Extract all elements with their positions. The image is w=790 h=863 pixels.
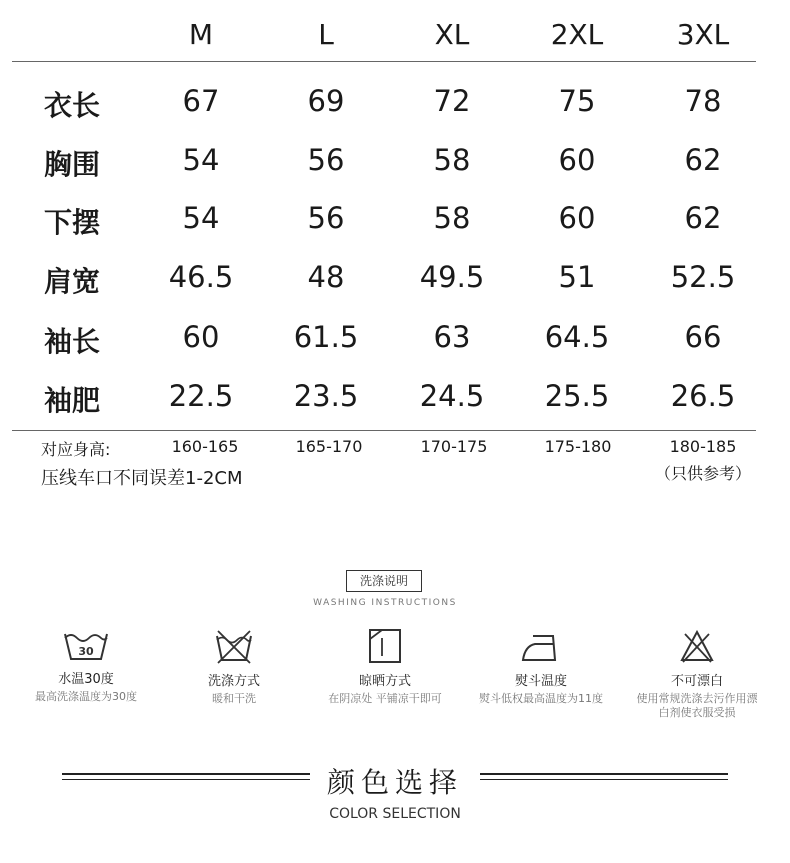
- height-value: 175-180: [544, 437, 612, 456]
- wash-item-desc: 熨斗低权最高温度为11度: [479, 692, 603, 705]
- wash-item-title: 水温30度: [58, 672, 114, 687]
- wash-temp-text: 30: [78, 645, 94, 658]
- row-sleeve-width: [0, 379, 790, 429]
- size-3xl: 3XL: [676, 18, 730, 51]
- wash-item-method: [164, 628, 304, 706]
- height-value: 180-185: [669, 437, 737, 456]
- header-divider: [12, 61, 756, 62]
- cell: 75: [558, 84, 596, 118]
- cell: 22.5: [168, 379, 234, 413]
- cell: 64.5: [544, 320, 610, 354]
- no-bleach-icon: [679, 628, 715, 664]
- height-row: [0, 437, 790, 459]
- cell: 58: [433, 201, 471, 235]
- color-selection-subtitle: COLOR SELECTION: [329, 806, 461, 822]
- cell: 56: [307, 143, 345, 177]
- left-decor-lines: [62, 773, 310, 787]
- washing-subtitle: WASHING INSTRUCTIONS: [313, 598, 457, 608]
- cell: 46.5: [168, 260, 234, 294]
- cell: 24.5: [419, 379, 485, 413]
- row-hem: [0, 201, 790, 251]
- wash-item-desc: 在阴凉处 平铺凉干即可: [328, 692, 442, 705]
- cell: 63: [433, 320, 471, 354]
- cell: 72: [433, 84, 471, 118]
- cell: 61.5: [293, 320, 359, 354]
- cell: 54: [182, 201, 220, 235]
- size-header: [0, 18, 790, 58]
- row-label: 衣长: [44, 89, 101, 122]
- size-m: M: [188, 18, 214, 51]
- cell: 66: [684, 320, 722, 354]
- wash-item-title: 晾晒方式: [358, 674, 411, 689]
- iron-icon: [521, 628, 561, 664]
- cell: 67: [182, 84, 220, 118]
- cell: 25.5: [544, 379, 610, 413]
- size-l: L: [318, 18, 334, 51]
- wash-item-title: 熨斗温度: [514, 674, 567, 689]
- cell: 60: [558, 143, 596, 177]
- wash-30-icon: [62, 628, 110, 662]
- wash-item-desc: 使用常规洗涤去污作用漂白剂使衣服受损: [636, 692, 758, 719]
- height-value: 170-175: [420, 437, 488, 456]
- row-label: 袖长: [44, 325, 101, 358]
- no-machine-wash-icon: [214, 628, 254, 664]
- color-selection-title: 颜色选择: [326, 766, 463, 799]
- shade-dry-icon: [368, 628, 402, 664]
- size-xl: XL: [434, 18, 470, 51]
- wash-item-bleach: [627, 628, 767, 720]
- washing-title: 洗涤说明: [346, 570, 422, 592]
- wash-item-title: 洗涤方式: [207, 674, 260, 689]
- cell: 60: [558, 201, 596, 235]
- cell: 56: [307, 201, 345, 235]
- cell: 58: [433, 143, 471, 177]
- wash-item-ironing: [471, 628, 611, 706]
- height-label: 对应身高:: [41, 440, 111, 459]
- size-2xl: 2XL: [550, 18, 604, 51]
- wash-item-desc: 最高洗涤温度为30度: [35, 690, 137, 703]
- right-decor-lines: [480, 773, 728, 787]
- row-label: 下摆: [44, 206, 101, 239]
- cell: 62: [684, 201, 722, 235]
- wash-item-desc: 暖和干洗: [212, 692, 256, 705]
- row-chest: [0, 143, 790, 193]
- cell: 52.5: [670, 260, 736, 294]
- error-note: 压线车口不同误差1-2CM: [41, 468, 243, 489]
- reference-note: （只供参考）: [654, 464, 751, 483]
- cell: 54: [182, 143, 220, 177]
- cell: 60: [182, 320, 220, 354]
- row-label: 袖肥: [44, 384, 101, 417]
- row-label: 肩宽: [44, 265, 101, 298]
- wash-item-title: 不可漂白: [670, 674, 723, 689]
- cell: 51: [558, 260, 596, 294]
- cell: 49.5: [419, 260, 485, 294]
- wash-item-temperature: [16, 628, 156, 704]
- row-length: [0, 84, 790, 134]
- cell: 69: [307, 84, 345, 118]
- row-label: 胸围: [44, 148, 101, 181]
- row-shoulder: [0, 260, 790, 310]
- wash-item-drying: [315, 628, 455, 706]
- row-sleeve-length: [0, 320, 790, 370]
- cell: 23.5: [293, 379, 359, 413]
- height-value: 160-165: [171, 437, 239, 456]
- cell: 62: [684, 143, 722, 177]
- cell: 78: [684, 84, 722, 118]
- cell: 48: [307, 260, 345, 294]
- cell: 26.5: [670, 379, 736, 413]
- height-value: 165-170: [295, 437, 363, 456]
- table-bottom-divider: [12, 430, 756, 431]
